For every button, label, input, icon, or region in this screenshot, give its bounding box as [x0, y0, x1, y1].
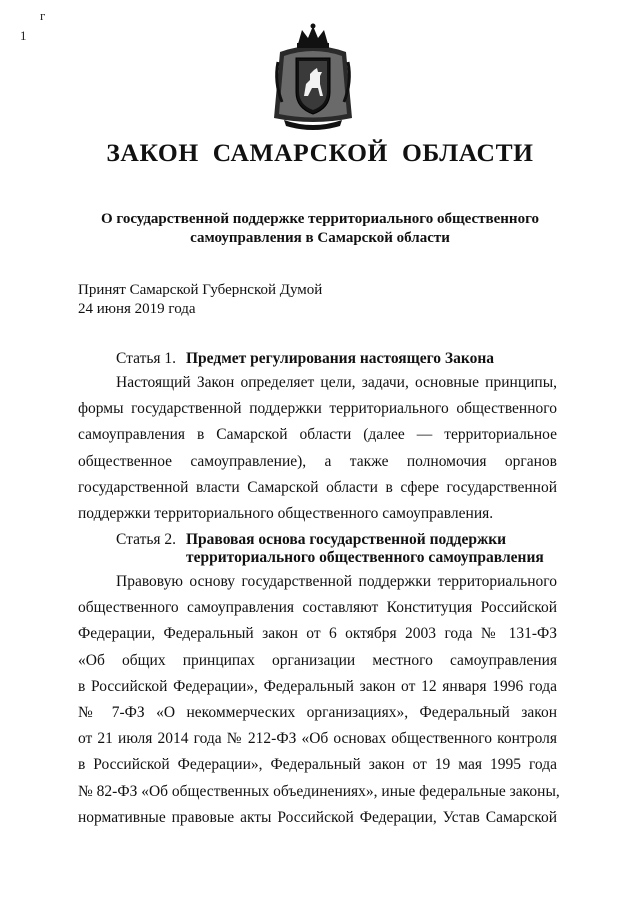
text-line: общественное самоуправление), а также полномочия органов [78, 452, 557, 470]
article-number: Статья 2. [116, 531, 177, 548]
scan-mark: 1 [20, 28, 27, 43]
article-1-text [78, 370, 557, 527]
text-line: от 21 июля 2014 года № 212-ФЗ «Об основах общественного контроля [78, 730, 557, 748]
text-line: Настоящий Закон определяет цели, задачи, основные принципы, [116, 374, 557, 391]
article-name-line: Правовая основа государственной поддержки [186, 531, 507, 548]
text-line: нормативные правовые акты Российской Федерации, Устав Самарской [78, 808, 557, 826]
text-line: общественного самоуправления составляют Конституция Российской [78, 599, 557, 617]
text-line: самоуправления в Самарской области (далее — территориальное [78, 426, 557, 444]
article-name-line: Предмет регулирования настоящего Закона [186, 350, 495, 367]
law-subtitle [60, 210, 580, 248]
article-name-line: территориального общественного самоуправления [186, 549, 544, 566]
text-line: № 7-ФЗ «О некоммерческих организациях», Федеральный закон [78, 703, 557, 721]
article-2-text [78, 569, 560, 831]
text-line: поддержки территориального общественного самоуправления. [78, 504, 494, 522]
text-line: № 82-ФЗ «Об общественных объединениях», иные федеральные законы, [78, 782, 560, 800]
text-line: Федерации, Федеральный закон от 6 октября 2003 года № 131-ФЗ [78, 625, 557, 643]
scan-mark: г [40, 8, 46, 23]
article-name [186, 349, 494, 369]
subtitle-line: О государственной поддержке территориального общественного [100, 211, 540, 227]
text-line: формы государственной поддержки территориального общественного [78, 400, 557, 418]
text-line: государственной власти Самарской области в сфере государственной [78, 478, 557, 496]
adoption-note [78, 281, 322, 319]
text-line: «Об общих принципах организации местного самоуправления [78, 651, 557, 669]
adoption-body: Принят Самарской Губернской Думой [78, 282, 323, 298]
adoption-date: 24 июня 2019 года [78, 301, 196, 317]
text-line: в Российской Федерации», Федеральный закон от 12 января 1996 года [78, 677, 557, 695]
text-line: в Российской Федерации», Федеральный закон от 19 мая 1995 года [78, 756, 557, 774]
subtitle-line: самоуправления в Самарской области [190, 230, 450, 246]
law-title: ЗАКОН САМАРСКОЙ ОБЛАСТИ [106, 138, 534, 167]
coat-of-arms-emblem [270, 22, 356, 134]
article-number: Статья 1. [116, 350, 177, 367]
article-name [186, 531, 544, 567]
text-line: Правовую основу государственной поддержки территориального [116, 573, 557, 590]
